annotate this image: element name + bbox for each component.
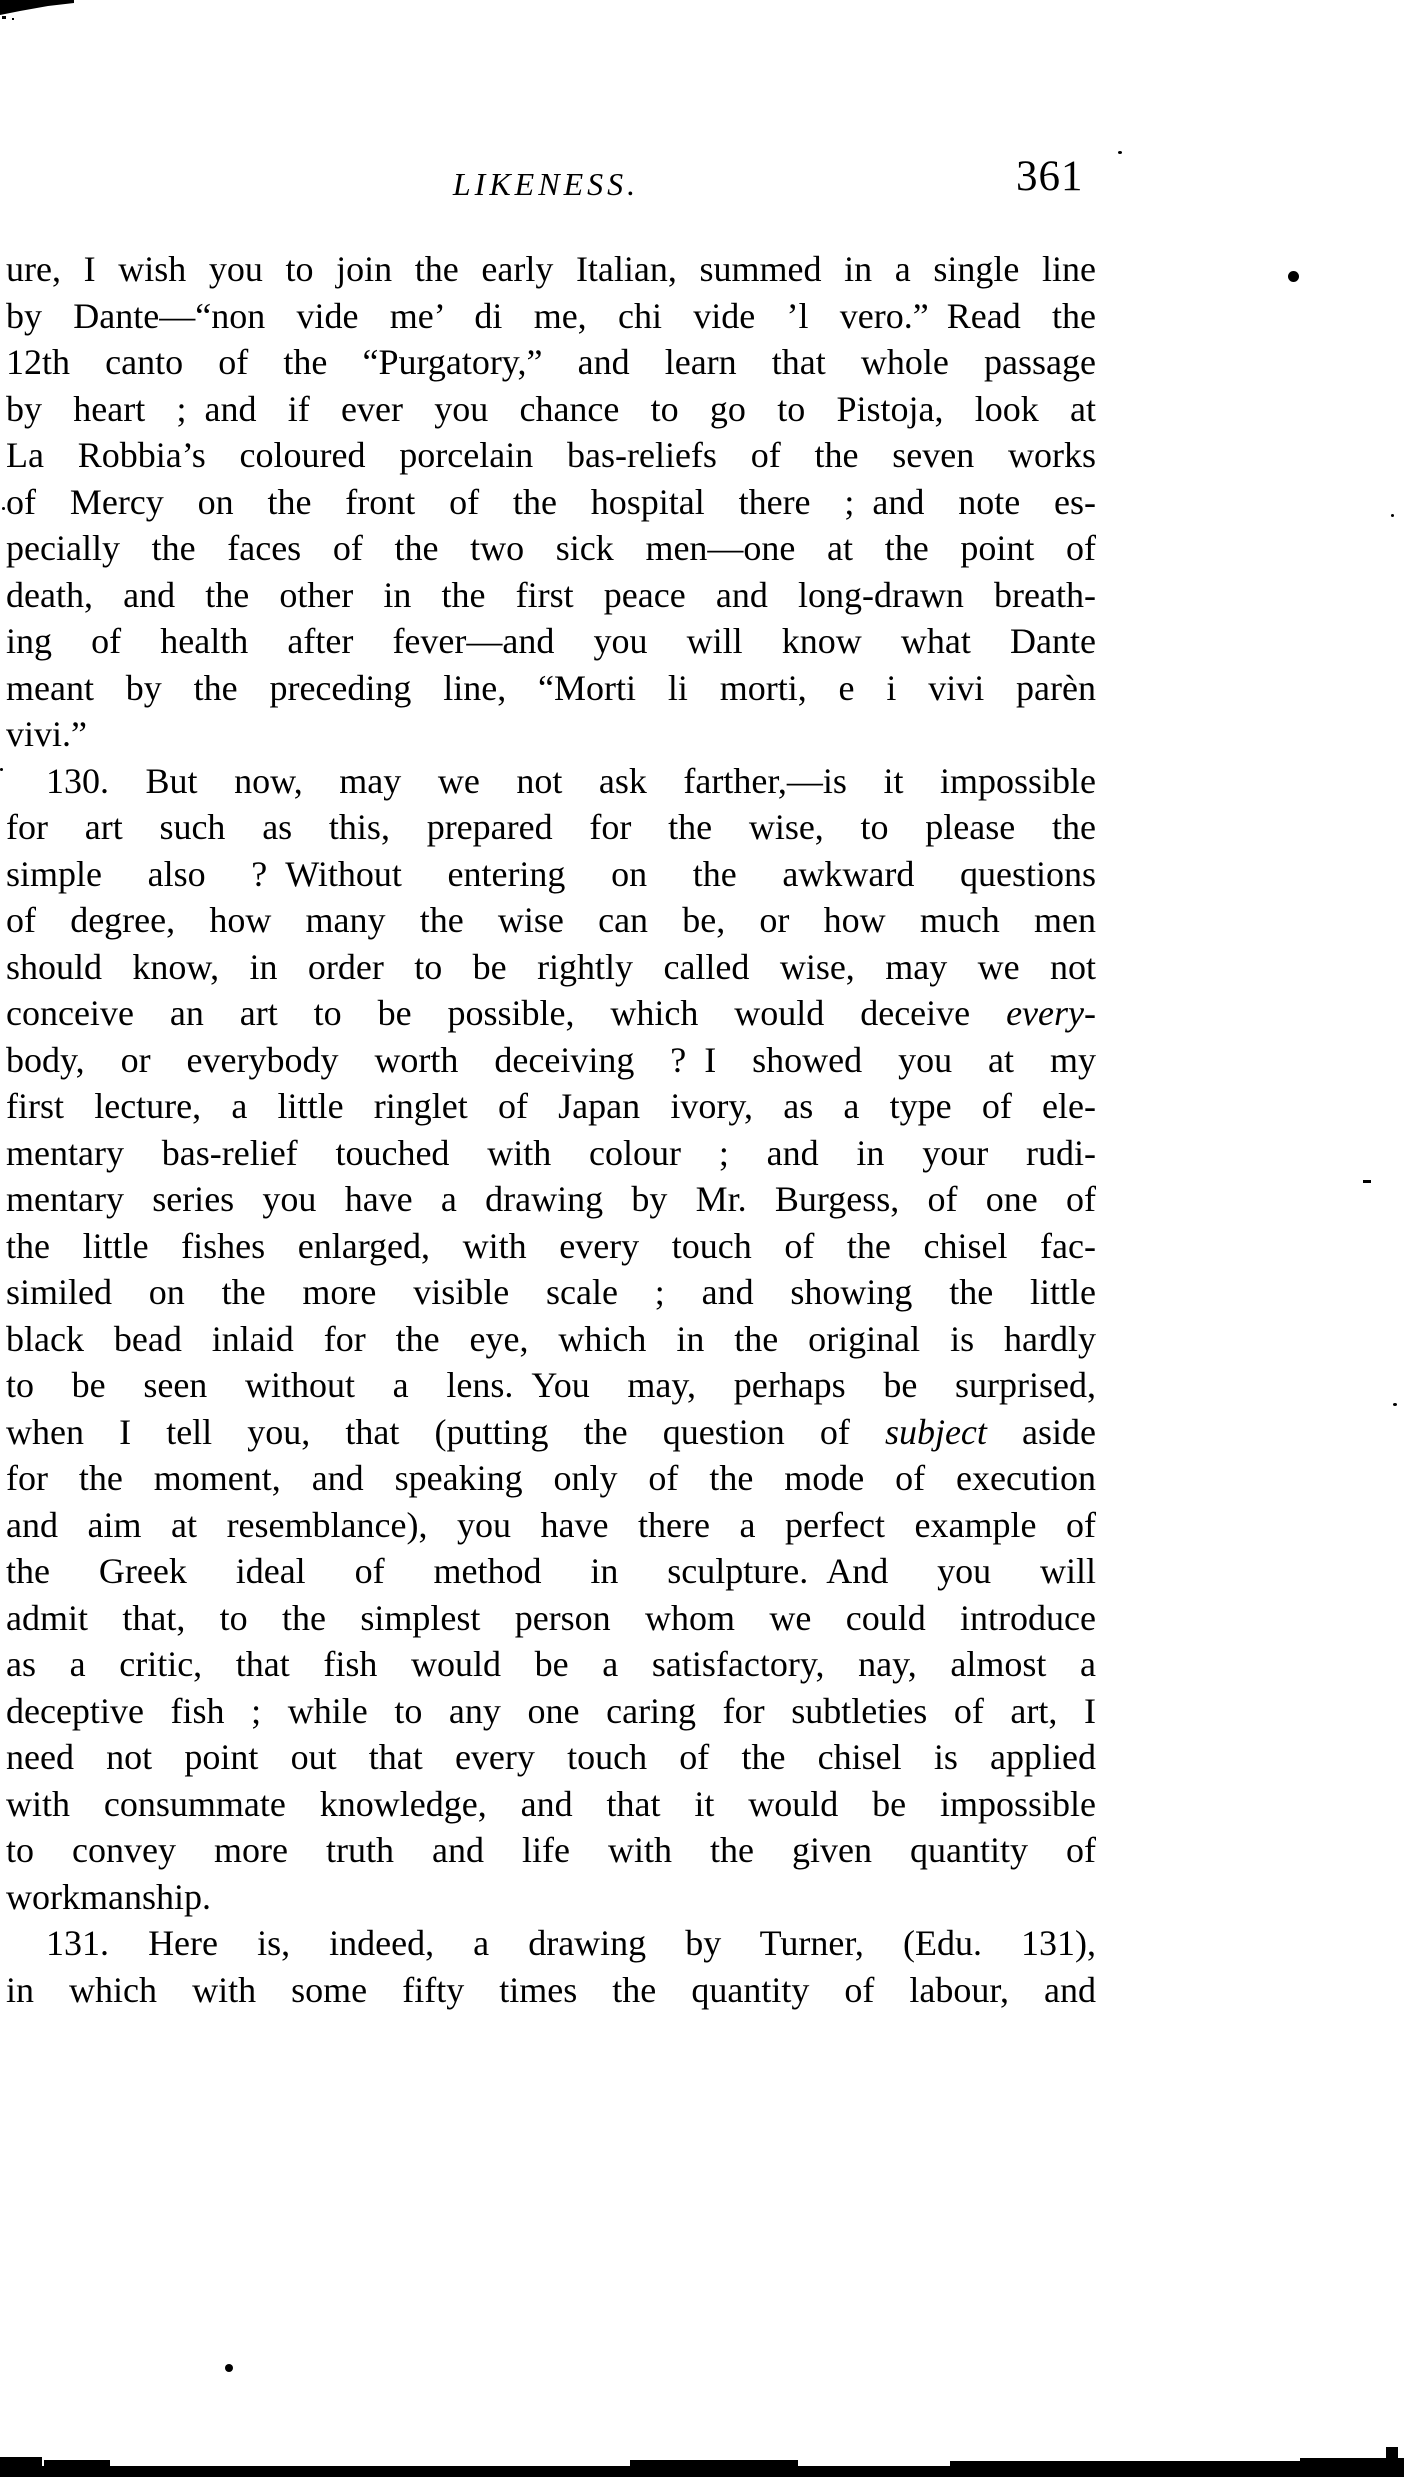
running-head-title: LIKENESS.: [452, 166, 640, 202]
page-number: 361: [1016, 153, 1084, 200]
text-line: need not point out that every touch of the chisel is applied: [6, 1737, 1096, 1777]
text-line: black bead inlaid for the eye, which in the original is hardly: [6, 1318, 1096, 1359]
speck-left-margin-2: [0, 768, 3, 771]
speck-right-edge-3: [1393, 1403, 1397, 1406]
text-line: mentary series you have a drawing by Mr. Burgess, of one of: [6, 1179, 1096, 1219]
scan-artifact-top-left-corner: [0, 0, 90, 24]
text-line: pecially the faces of the two sick men—one at the point of: [6, 528, 1096, 568]
text-line: for the moment, and speaking only of the mode of execution: [6, 1458, 1096, 1498]
ink-dot-bottom-left: [225, 2364, 233, 2372]
scan-artifact-bottom-ragged-right-2: [1300, 2458, 1404, 2466]
speck-top-right: [1118, 151, 1122, 154]
text-line: first lecture, a little ringlet of Japan ivory, as a type of ele-: [6, 1086, 1096, 1126]
text-line: simple also ? Without entering on the awkward questions: [6, 853, 1096, 894]
text-line: with consummate knowledge, and that it would be impossible: [6, 1783, 1096, 1824]
text-line: of degree, how many the wise can be, or how much men: [6, 900, 1096, 940]
text-line: deceptive fish ; while to any one caring for subtleties of art, I: [6, 1690, 1096, 1731]
text-line: workmanship.: [6, 1876, 211, 1917]
text-line: in which with some fifty times the quantity of labour, and: [6, 1969, 1096, 2010]
speck-right-edge-2: [1363, 1180, 1371, 1183]
text-line: by heart ; and if ever you chance to go to Pistoja, look at: [6, 388, 1096, 429]
text-line: when I tell you, that (putting the question of subject aside: [6, 1411, 1097, 1452]
scan-artifact-bottom-right-tick: [1386, 2447, 1398, 2459]
text-line: the little fishes enlarged, with every touch of the chisel fac-: [6, 1225, 1096, 1266]
text-line: 130. But now, may we not ask farther,—is it impossible: [46, 760, 1096, 801]
text-line: to be seen without a lens. You may, perhaps be surprised,: [6, 1365, 1096, 1405]
text-line: 12th canto of the “Purgatory,” and learn that whole passage: [6, 342, 1096, 382]
text-line: for art such as this, prepared for the wise, to please the: [6, 807, 1096, 847]
scan-artifact-bottom-ragged-left-1: [0, 2457, 42, 2466]
text-line: 131. Here is, indeed, a drawing by Turner, (Edu. 131),: [46, 1923, 1096, 1963]
text-line: as a critic, that fish would be a satisfactory, nay, almost a: [6, 1644, 1096, 1684]
ink-dot-right-margin: [1288, 271, 1299, 282]
text-line: ing of health after fever—and you will know what Dante: [6, 621, 1096, 661]
text-line: by Dante—“non vide me’ di me, chi vide ’l vero.” Read the: [6, 295, 1096, 336]
text-line: should know, in order to be rightly called wise, may we not: [6, 946, 1096, 987]
body-text: [6, 246, 1096, 2013]
text-line: admit that, to the simplest person whom we could introduce: [6, 1597, 1096, 1638]
scan-artifact-bottom-ragged-right-1: [950, 2461, 1310, 2466]
text-line: and aim at resemblance), you have there a perfect example of: [6, 1504, 1096, 1545]
text-line: ure, I wish you to join the early Italian, summed in a single line: [6, 249, 1096, 289]
scan-artifact-bottom-ragged-left-2: [44, 2460, 110, 2466]
text-line: body, or everybody worth deceiving ? I showed you at my: [6, 1039, 1096, 1080]
text-line: La Robbia’s coloured porcelain bas-reliefs of the seven works: [6, 435, 1096, 475]
text-line: to convey more truth and life with the given quantity of: [6, 1830, 1096, 1870]
text-line: vivi.”: [6, 714, 87, 754]
text-line: the Greek ideal of method in sculpture. And you will: [6, 1551, 1096, 1591]
text-line: conceive an art to be possible, which would deceive every-: [6, 993, 1096, 1033]
speck-right-edge-1: [1391, 514, 1394, 517]
text-line: of Mercy on the front of the hospital there ; and note es-: [6, 481, 1096, 522]
scan-artifact-bottom-band: [0, 2466, 1404, 2477]
text-line: similed on the more visible scale ; and showing the little: [6, 1272, 1096, 1312]
text-line: meant by the preceding line, “Morti li morti, e i vivi parèn: [6, 667, 1096, 708]
text-line: death, and the other in the first peace and long-drawn breath-: [6, 574, 1096, 615]
speck-left-margin-1: [2, 507, 5, 510]
text-line: mentary bas-relief touched with colour ; and in your rudi-: [6, 1132, 1096, 1173]
scan-artifact-bottom-ragged-mid: [630, 2460, 798, 2466]
